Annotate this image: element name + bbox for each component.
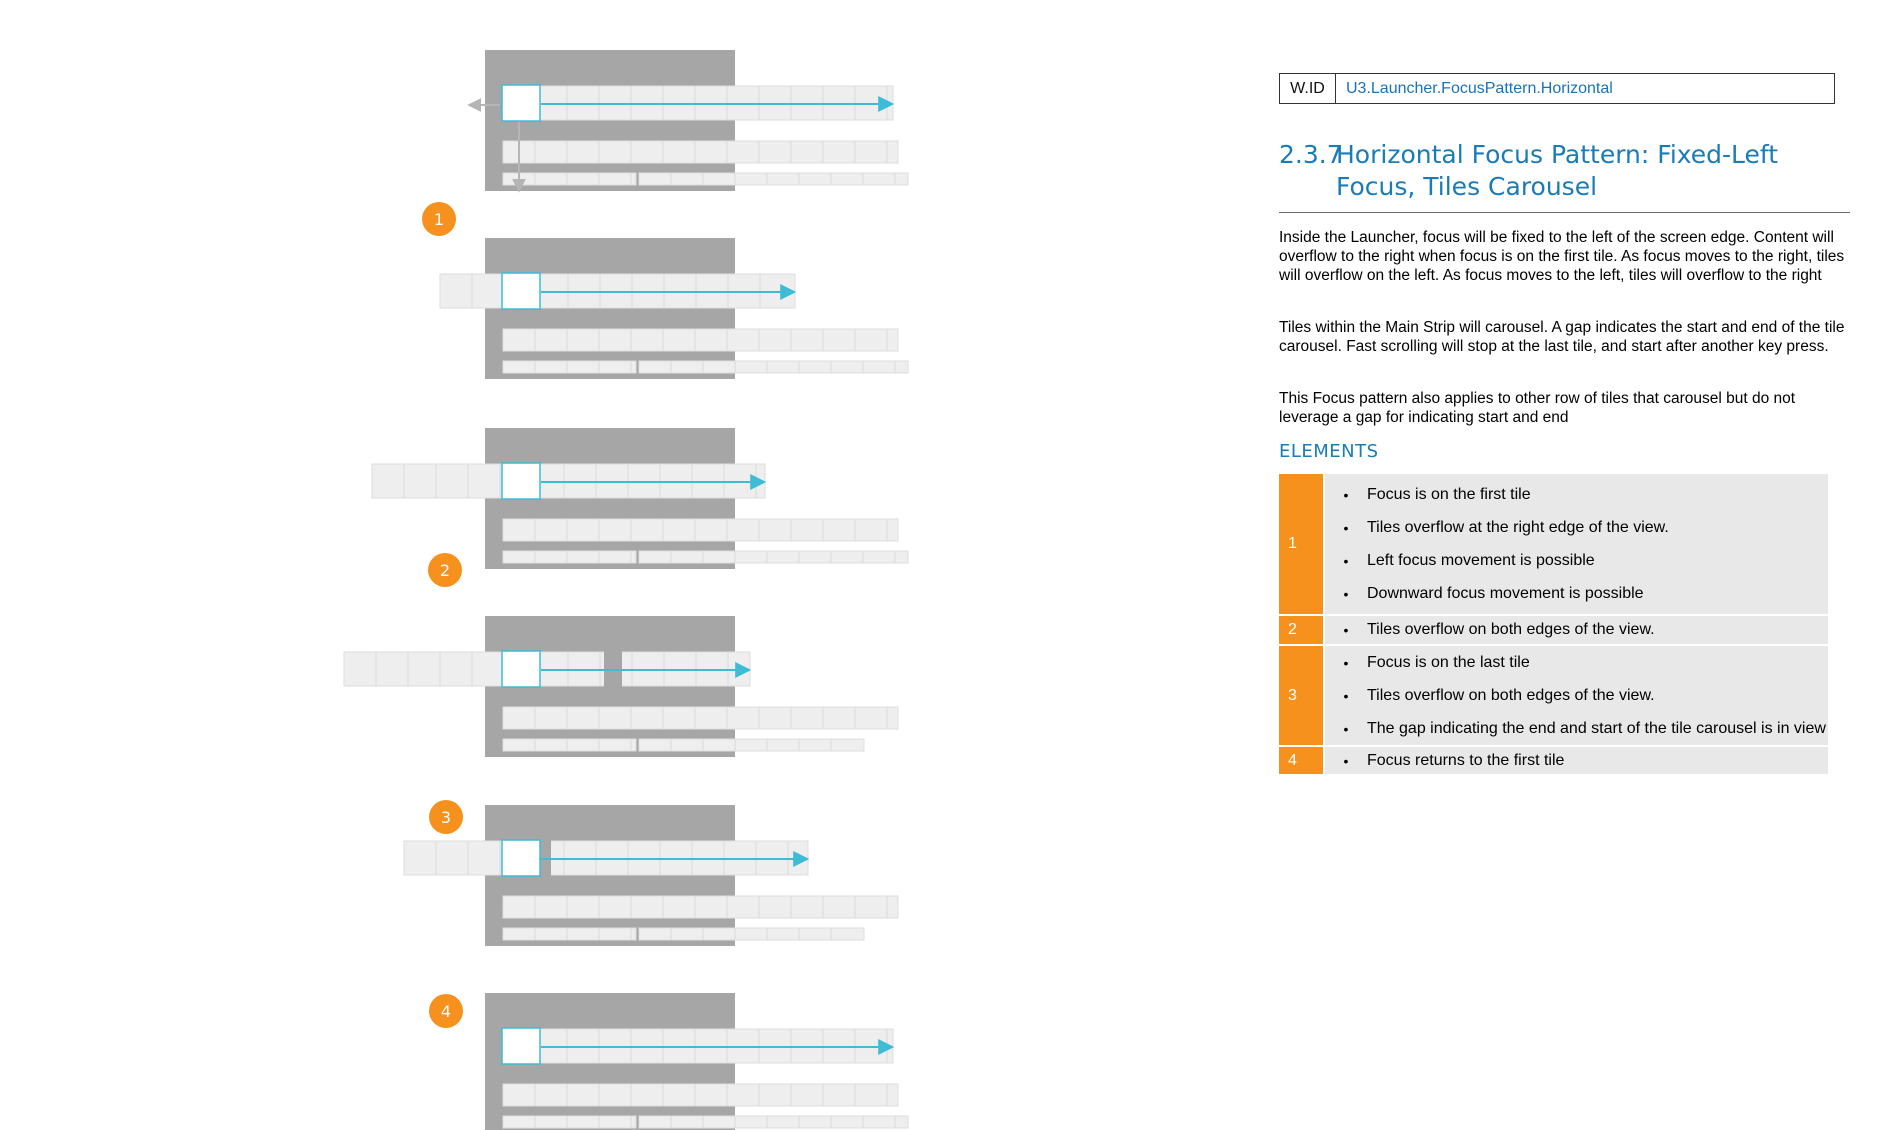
widget-id-label: W.ID	[1280, 74, 1336, 103]
bullet-item: • Tiles overflow on both edges of the view.	[1343, 621, 1655, 638]
widget-id-value: U3.Launcher.FocusPattern.Horizontal	[1346, 79, 1613, 97]
bullet-item: • Downward focus movement is possible	[1343, 584, 1644, 602]
frame-3-row3b	[639, 551, 908, 563]
description-paragraph-3: This Focus pattern also applies to other row of tiles that carousel but do not leverage a gap for indicating start and end	[1279, 390, 1796, 426]
section-title-line2: Focus, Tiles Carousel	[1336, 172, 1598, 201]
frame-2-focus-tile	[502, 273, 540, 309]
element-number: 2	[1279, 616, 1323, 644]
step-badge-2: 2	[428, 553, 462, 587]
element-number: 4	[1279, 747, 1323, 774]
step-badge-1: 1	[422, 202, 456, 236]
elements-heading: ELEMENTS	[1279, 441, 1379, 462]
element-row-4	[1279, 747, 1828, 776]
frame-6-row3b	[639, 1116, 908, 1128]
frame-4-row2	[503, 707, 898, 729]
element-bullets	[1325, 474, 1828, 614]
element-number: 3	[1279, 646, 1323, 745]
frame-3-row2	[503, 519, 898, 541]
frame-5-row3a	[503, 928, 636, 940]
widget-id-box	[1279, 73, 1835, 104]
section-number: 2.3.7	[1279, 140, 1343, 169]
section-title	[1279, 139, 1835, 203]
frame-6-row3a	[503, 1116, 636, 1128]
frame-2-row2	[503, 329, 898, 351]
bullet-item: • Focus is on the first tile	[1343, 485, 1531, 503]
elements-table	[1279, 474, 1828, 776]
frame-1-focus-tile	[502, 85, 540, 121]
bullet-item: • Focus is on the last tile	[1343, 653, 1530, 671]
element-bullets	[1325, 646, 1828, 745]
frame-2-row3a	[503, 361, 636, 373]
frame-5-focus-tile	[502, 840, 540, 876]
frame-1-row2	[503, 141, 898, 163]
bullet-item: • Left focus movement is possible	[1343, 551, 1595, 569]
description-paragraph-1: Inside the Launcher, focus will be fixed to the left of the screen edge. Content will overflow to the right when focus is on the first tile. As focus moves to the right, tiles will overflow on the left. As focus moves to the left, tiles will overflow to the right	[1279, 229, 1845, 284]
element-row-3	[1279, 646, 1828, 747]
element-bullets	[1325, 747, 1828, 774]
frame-4-row3a	[503, 739, 636, 751]
bullet-item: • The gap indicating the end and start of the tile carousel is in view	[1343, 719, 1826, 737]
step-badge-3: 3	[429, 800, 463, 834]
frame-1-row3b	[639, 173, 908, 185]
step-badge-4: 4	[429, 994, 463, 1028]
frame-4-focus-tile	[502, 651, 540, 687]
frame-3-focus-tile	[502, 463, 540, 499]
frame-6-row2	[503, 1084, 898, 1106]
element-bullets	[1325, 616, 1828, 644]
frame-2-row3b	[639, 361, 908, 373]
element-number: 1	[1279, 474, 1323, 614]
frame-1-row3a	[503, 173, 636, 185]
frame-6-focus-tile	[502, 1028, 540, 1064]
frame-5-row3b	[639, 928, 864, 940]
bullet-item: • Tiles overflow on both edges of the view.	[1343, 686, 1655, 704]
title-divider	[1279, 212, 1850, 213]
section-title-line1: Horizontal Focus Pattern: Fixed-Left	[1336, 140, 1779, 169]
frame-3-row3a	[503, 551, 636, 563]
frame-4-row3b	[639, 739, 864, 751]
description-paragraph-2: Tiles within the Main Strip will carousel. A gap indicates the start and end of the tile carousel. Fast scrolling will stop at the last tile, and start after another key press.	[1279, 319, 1845, 355]
frame-5-row2	[503, 896, 898, 918]
element-row-2	[1279, 616, 1828, 646]
bullet-item: • Focus returns to the first tile	[1343, 751, 1565, 769]
bullet-item: • Tiles overflow at the right edge of the view.	[1343, 518, 1669, 536]
element-row-1	[1279, 474, 1828, 616]
